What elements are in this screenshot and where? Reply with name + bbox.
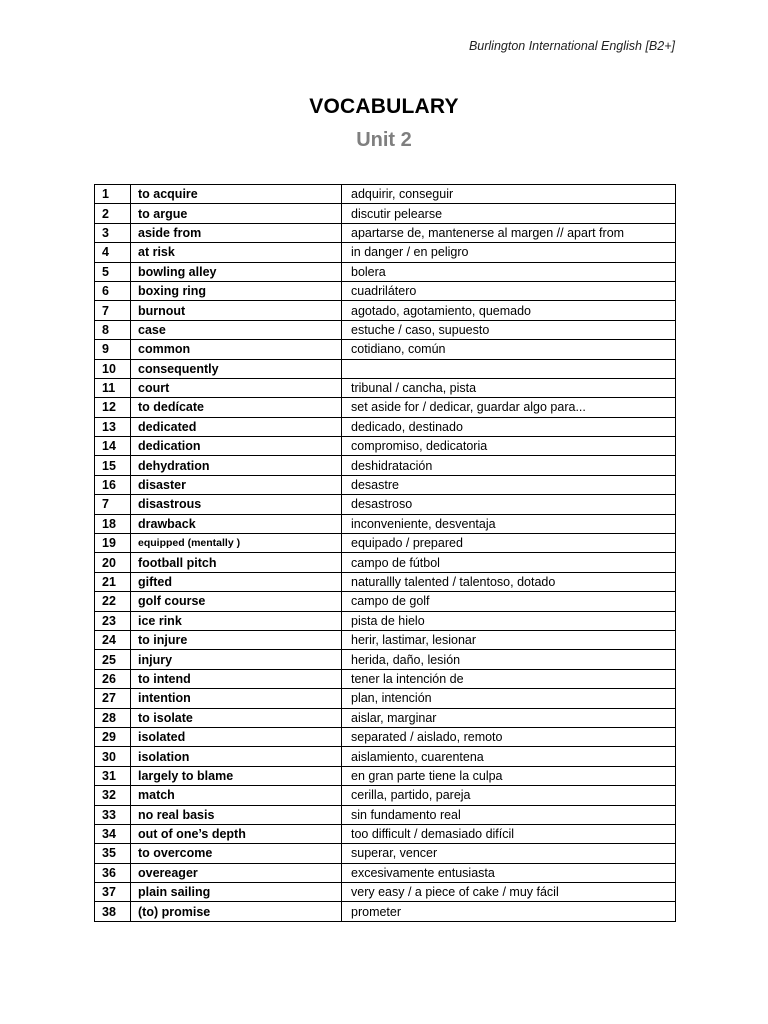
vocab-term: disastrous [131, 495, 342, 514]
vocab-term: court [131, 378, 342, 397]
vocab-term: aside from [131, 223, 342, 242]
row-number: 20 [95, 553, 131, 572]
row-number: 38 [95, 902, 131, 921]
row-number: 16 [95, 475, 131, 494]
vocab-term: overeager [131, 863, 342, 882]
vocab-translation: sin fundamento real [342, 805, 676, 824]
vocab-translation: deshidratación [342, 456, 676, 475]
row-number: 34 [95, 824, 131, 843]
row-number: 3 [95, 223, 131, 242]
table-row [95, 650, 676, 669]
vocab-translation: very easy / a piece of cake / muy fácil [342, 883, 676, 902]
vocab-term: dedicated [131, 417, 342, 436]
vocab-term: largely to blame [131, 766, 342, 785]
row-number: 11 [95, 378, 131, 397]
row-number: 2 [95, 204, 131, 223]
vocab-term: to argue [131, 204, 342, 223]
row-number: 33 [95, 805, 131, 824]
table-row [95, 708, 676, 727]
table-row [95, 863, 676, 882]
vocab-term: dehydration [131, 456, 342, 475]
vocab-term: burnout [131, 301, 342, 320]
table-row [95, 456, 676, 475]
table-row [95, 340, 676, 359]
row-number: 7 [95, 495, 131, 514]
vocab-translation: dedicado, destinado [342, 417, 676, 436]
table-row [95, 553, 676, 572]
vocab-term: equipped (mentally ) [131, 534, 342, 553]
table-row [95, 805, 676, 824]
row-number: 14 [95, 437, 131, 456]
vocab-term: dedication [131, 437, 342, 456]
vocab-translation: superar, vencer [342, 844, 676, 863]
table-row [95, 534, 676, 553]
table-row [95, 320, 676, 339]
row-number: 18 [95, 514, 131, 533]
table-row [95, 514, 676, 533]
vocab-term: to isolate [131, 708, 342, 727]
row-number: 28 [95, 708, 131, 727]
vocab-translation: discutir pelearse [342, 204, 676, 223]
vocab-translation: herir, lastimar, lesionar [342, 630, 676, 649]
vocab-term: out of one’s depth [131, 824, 342, 843]
vocab-term: golf course [131, 592, 342, 611]
vocab-term: ice rink [131, 611, 342, 630]
vocab-translation: aislamiento, cuarentena [342, 747, 676, 766]
row-number: 32 [95, 786, 131, 805]
vocab-translation: inconveniente, desventaja [342, 514, 676, 533]
table-row [95, 592, 676, 611]
table-row [95, 262, 676, 281]
table-row [95, 630, 676, 649]
vocab-translation: estuche / caso, supuesto [342, 320, 676, 339]
page-title: VOCABULARY [309, 95, 459, 118]
vocab-term: intention [131, 689, 342, 708]
table-row [95, 185, 676, 204]
row-number: 31 [95, 766, 131, 785]
row-number: 25 [95, 650, 131, 669]
row-number: 1 [95, 185, 131, 204]
vocab-translation: en gran parte tiene la culpa [342, 766, 676, 785]
row-number: 29 [95, 727, 131, 746]
row-number: 21 [95, 572, 131, 591]
row-number: 26 [95, 669, 131, 688]
row-number: 36 [95, 863, 131, 882]
row-number: 22 [95, 592, 131, 611]
vocabulary-table-body [95, 185, 676, 922]
vocab-term: (to) promise [131, 902, 342, 921]
table-row [95, 301, 676, 320]
vocab-term: to injure [131, 630, 342, 649]
vocab-translation: in danger / en peligro [342, 243, 676, 262]
vocab-translation: bolera [342, 262, 676, 281]
table-row [95, 824, 676, 843]
row-number: 37 [95, 883, 131, 902]
vocab-term: gifted [131, 572, 342, 591]
table-row [95, 844, 676, 863]
table-row [95, 902, 676, 921]
vocab-term: to overcome [131, 844, 342, 863]
vocab-translation: equipado / prepared [342, 534, 676, 553]
vocab-term: to acquire [131, 185, 342, 204]
vocab-term: plain sailing [131, 883, 342, 902]
vocab-term: disaster [131, 475, 342, 494]
vocab-term: to intend [131, 669, 342, 688]
table-row [95, 417, 676, 436]
row-number: 35 [95, 844, 131, 863]
vocab-term: no real basis [131, 805, 342, 824]
vocab-term: injury [131, 650, 342, 669]
vocab-translation: herida, daño, lesión [342, 650, 676, 669]
vocab-term: to dedícate [131, 398, 342, 417]
vocabulary-table [94, 184, 676, 922]
row-number: 12 [95, 398, 131, 417]
vocab-term: isolated [131, 727, 342, 746]
vocab-translation: set aside for / dedicar, guardar algo para... [342, 398, 676, 417]
vocab-translation [342, 359, 676, 378]
vocab-translation: separated / aislado, remoto [342, 727, 676, 746]
vocab-translation: naturallly talented / talentoso, dotado [342, 572, 676, 591]
row-number: 5 [95, 262, 131, 281]
vocab-term: consequently [131, 359, 342, 378]
vocab-translation: pista de hielo [342, 611, 676, 630]
row-number: 30 [95, 747, 131, 766]
table-row [95, 786, 676, 805]
vocab-term: bowling alley [131, 262, 342, 281]
vocab-translation: too difficult / demasiado difícil [342, 824, 676, 843]
vocab-term: match [131, 786, 342, 805]
row-number: 10 [95, 359, 131, 378]
row-number: 24 [95, 630, 131, 649]
table-row [95, 223, 676, 242]
table-row [95, 611, 676, 630]
table-row [95, 359, 676, 378]
vocab-term: isolation [131, 747, 342, 766]
table-row [95, 669, 676, 688]
row-number: 13 [95, 417, 131, 436]
vocab-translation: desastroso [342, 495, 676, 514]
row-number: 15 [95, 456, 131, 475]
table-row [95, 727, 676, 746]
vocab-translation: campo de golf [342, 592, 676, 611]
row-number: 9 [95, 340, 131, 359]
vocab-term: boxing ring [131, 281, 342, 300]
table-row [95, 281, 676, 300]
table-row [95, 475, 676, 494]
table-row [95, 495, 676, 514]
vocab-translation: prometer [342, 902, 676, 921]
row-number: 19 [95, 534, 131, 553]
course-header: Burlington International English [B2+] [468, 39, 675, 53]
vocab-translation: apartarse de, mantenerse al margen // apart from [342, 223, 676, 242]
vocab-term: common [131, 340, 342, 359]
vocab-translation: excesivamente entusiasta [342, 863, 676, 882]
table-row [95, 572, 676, 591]
vocab-translation: compromiso, dedicatoria [342, 437, 676, 456]
vocab-translation: adquirir, conseguir [342, 185, 676, 204]
table-row [95, 378, 676, 397]
vocab-translation: campo de fútbol [342, 553, 676, 572]
vocab-translation: tribunal / cancha, pista [342, 378, 676, 397]
vocab-translation: cuadrilátero [342, 281, 676, 300]
table-row [95, 747, 676, 766]
vocab-translation: desastre [342, 475, 676, 494]
table-row [95, 766, 676, 785]
vocab-term: at risk [131, 243, 342, 262]
table-row [95, 204, 676, 223]
vocab-translation: agotado, agotamiento, quemado [342, 301, 676, 320]
vocab-term: football pitch [131, 553, 342, 572]
vocab-translation: aislar, marginar [342, 708, 676, 727]
table-row [95, 689, 676, 708]
row-number: 7 [95, 301, 131, 320]
vocab-translation: plan, intención [342, 689, 676, 708]
row-number: 4 [95, 243, 131, 262]
vocab-translation: tener la intención de [342, 669, 676, 688]
table-row [95, 243, 676, 262]
vocab-term: case [131, 320, 342, 339]
table-row [95, 398, 676, 417]
vocab-term: drawback [131, 514, 342, 533]
row-number: 8 [95, 320, 131, 339]
row-number: 27 [95, 689, 131, 708]
vocab-translation: cerilla, partido, pareja [342, 786, 676, 805]
page-subtitle: Unit 2 [356, 129, 412, 151]
table-row [95, 437, 676, 456]
row-number: 23 [95, 611, 131, 630]
table-row [95, 883, 676, 902]
vocab-translation: cotidiano, común [342, 340, 676, 359]
row-number: 6 [95, 281, 131, 300]
